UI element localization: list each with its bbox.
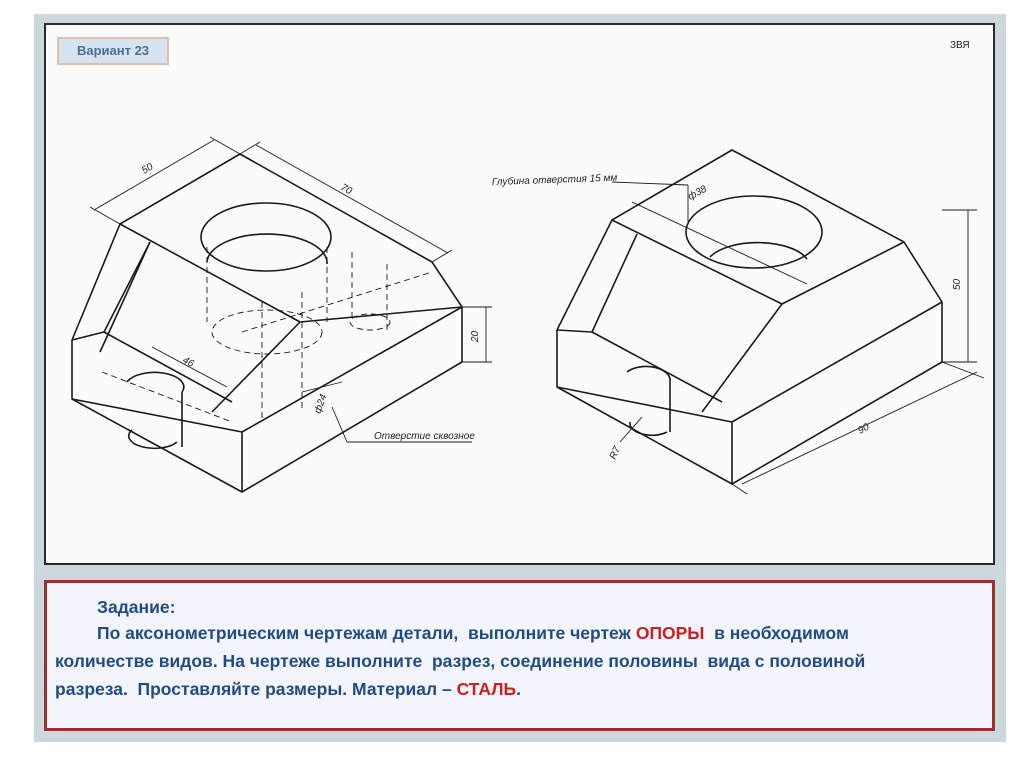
task-line-1-text: По аксонометрическим чертежам детали, выполните чертеж	[97, 623, 636, 643]
task-heading: Задание:	[97, 597, 176, 617]
isometric-drawings	[46, 25, 993, 563]
task-line-2: количестве видов. На чертеже выполните разрез, соединение половины вида с половиной	[55, 651, 866, 671]
task-material: СТАЛЬ	[456, 679, 517, 699]
dim-46: 46	[180, 354, 196, 370]
right-part	[557, 150, 942, 484]
dim-70: 70	[338, 182, 354, 198]
dim-50-right: 50	[952, 278, 963, 290]
dim-50-left: 50	[140, 161, 156, 177]
dim-r7: R7	[607, 445, 624, 462]
dim-phi38: ф38	[686, 183, 709, 203]
task-line-1-end: в необходимом	[704, 623, 849, 643]
note-through-hole: Отверстие сквозное	[374, 431, 475, 442]
task-part-name: ОПОРЫ	[635, 623, 705, 643]
task-line-3-text: разреза. Проставляйте размеры. Материал –	[55, 679, 457, 699]
dim-20: 20	[470, 330, 481, 342]
task-line-3	[55, 679, 521, 700]
drawing-panel	[44, 23, 995, 565]
variant-label: Вариант 23	[57, 37, 169, 65]
note-hole-depth: Глубина отверстия 15 мм	[491, 172, 618, 188]
code-label: ЗВЯ	[950, 40, 970, 51]
dim-phi24: ф24	[312, 392, 330, 416]
task-box	[44, 580, 995, 731]
dim-90: 90	[856, 421, 872, 437]
task-line-3-end: .	[516, 679, 521, 699]
task-line-1	[97, 623, 849, 644]
right-dimension-lines	[612, 182, 984, 494]
left-hidden-lines	[102, 247, 432, 422]
